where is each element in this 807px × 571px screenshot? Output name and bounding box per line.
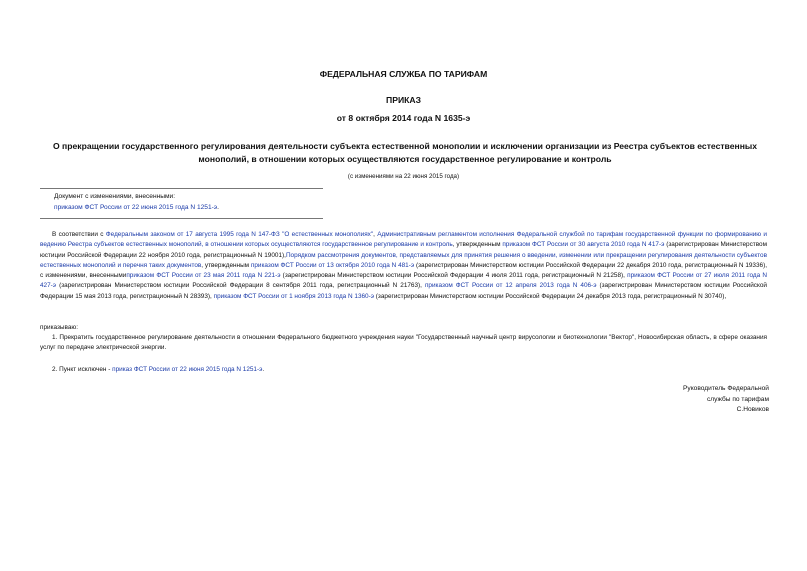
preamble-link[interactable]: Федеральным законом от 17 августа 1995 года N 147-ФЗ "О естественных монополиях" <box>105 231 374 238</box>
preamble-link[interactable]: приказом ФСТ России от 23 мая 2011 года N 221-э <box>126 272 281 280</box>
agency-heading: ФЕДЕРАЛЬНАЯ СЛУЖБА ПО ТАРИФАМ <box>319 69 488 79</box>
preamble-paragraph <box>40 230 767 302</box>
preamble-link[interactable]: приказом ФСТ России от 1 ноября 2013 года N 1360-э <box>213 292 374 300</box>
preamble-link[interactable]: Порядком рассмотрения документов, представляемых для принятия решения о введении, изменении или прекращении регулирования деятельности субъектов естественных монополий и перечня таких документов <box>40 251 767 269</box>
item-2-tail: . <box>262 366 265 373</box>
changes-note <box>54 192 354 213</box>
signature-name: С.Новиков <box>736 406 769 413</box>
preamble-link[interactable]: приказом ФСТ России от 30 августа 2010 года N 417-э <box>502 241 665 249</box>
signature-block <box>683 384 769 416</box>
preamble-text: В соответствии с <box>52 231 106 238</box>
item-2 <box>40 365 767 375</box>
orders-word: приказываю: <box>40 324 78 331</box>
divider-bottom <box>40 218 323 219</box>
preamble-link[interactable]: приказом ФСТ России от 27 июля 2011 года N 427-э <box>40 272 768 290</box>
preamble-text: , утвержденным <box>201 261 251 269</box>
preamble-link[interactable]: Административным регламентом исполнения Федеральной службой по тарифам государственной функции по формированию и ведению Реестра субъектов естественных монополий, в отношении которых осуществляются государственное регулирование и контроль <box>40 231 767 249</box>
preamble-text: (зарегистрирован Министерством юстиции Российской Федерации 4 июля 2011 года, регистрационный N 21258), <box>280 272 628 280</box>
preamble-text: (зарегистрирован Министерством юстиции Российской Федерации 24 декабря 2013 года, регистрационный N 30740), <box>374 292 727 300</box>
preamble-link[interactable]: приказом ФСТ России от 12 апреля 2013 года N 406-э <box>424 282 597 290</box>
changes-note-label: Документ с изменениями, внесенными: <box>54 193 176 200</box>
preamble-text: , утвержденным <box>452 241 503 249</box>
preamble-text: (зарегистрирован Министерством юстиции Российской Федерации 22 декабря 2010 года, регистрационный N 19336), с изменениями, внесенными <box>40 261 768 280</box>
edition-note: (с изменениями на 22 июня 2015 года) <box>347 173 460 180</box>
item-2-link[interactable]: приказ ФСТ России от 22 июня 2015 года N 1251-э <box>112 366 263 373</box>
item-1: 1. Прекратить государственное регулирование деятельности в отношении Федерального бюджетного учреждения науки "Государственный научный центр вирусологии и биотехнологии "Вектор", Новосибирская область, в сфере оказания услуг по передаче электрической энергии. <box>40 334 767 352</box>
amendment-link[interactable]: приказом ФСТ России от 22 июня 2015 года N 1251-э <box>54 203 218 211</box>
changes-note-tail: . <box>217 203 220 211</box>
preamble-text: (зарегистрирован Министерством юстиции Российской Федерации 15 мая 2013 года, регистрационный N 28393), <box>40 282 767 300</box>
divider-top <box>40 188 323 189</box>
date-number-heading: от 8 октября 2014 года N 1635-э <box>336 113 471 123</box>
preamble-text: , <box>373 231 378 238</box>
preamble-text: (зарегистрирован Министерством юстиции Российской Федерации 8 сентября 2011 года, регистрационный N 21763), <box>56 282 425 290</box>
signature-line-2: службы по тарифам <box>706 395 769 403</box>
preamble-text: (зарегистрирован Министерством юстиции Российской Федерации 22 ноября 2010 года, регистрационный N 19001), <box>40 241 768 259</box>
item-2-text: 2. Пункт исключен - <box>52 366 113 373</box>
document-title: О прекращении государственного регулирования деятельности субъекта естественной монополии и исключении организации из Реестра субъектов естественных монополий, в отношении которых осуществляются государственное регулирование и контроль <box>52 141 758 164</box>
preamble-link[interactable]: приказом ФСТ России от 13 октября 2010 года N 481-э <box>250 261 415 269</box>
signature-line-1: Руководитель Федеральной <box>683 385 769 392</box>
doc-type-heading: ПРИКАЗ <box>386 95 421 105</box>
